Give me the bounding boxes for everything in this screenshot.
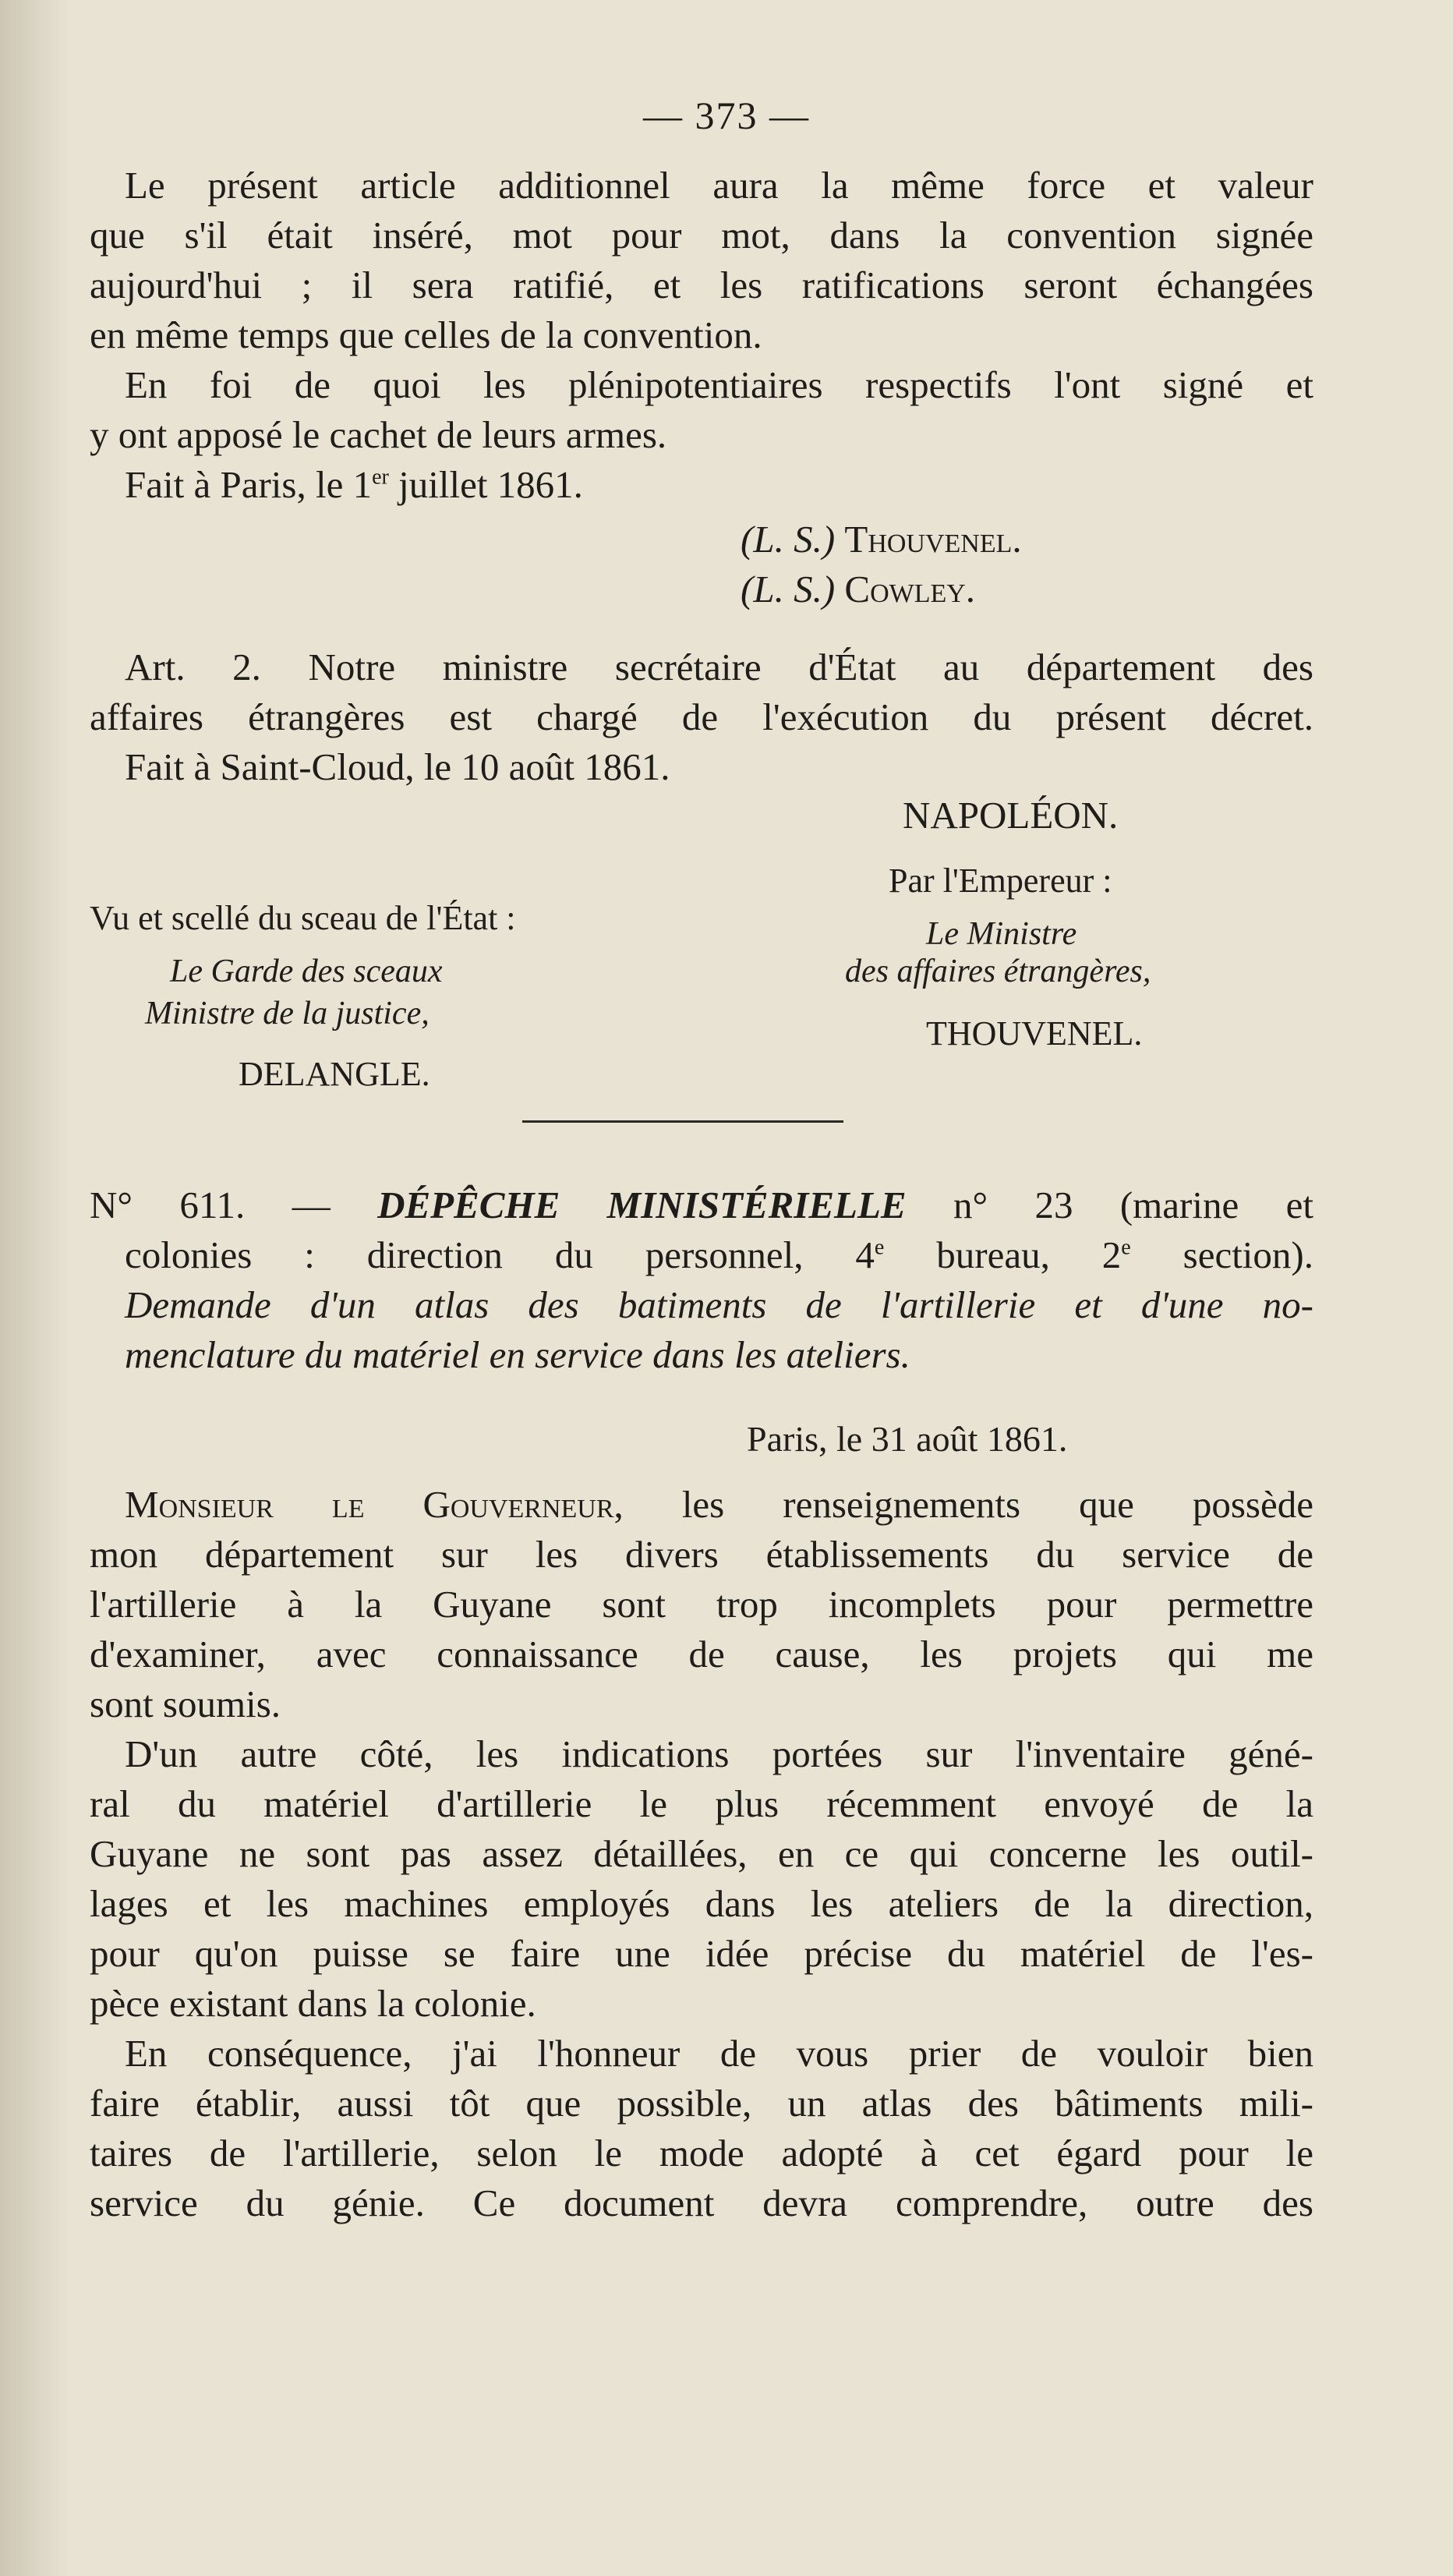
minister-affaires: des affaires étrangères,	[845, 954, 1151, 989]
seal-vu: Vu et scellé du sceau de l'État :	[90, 899, 516, 937]
letter-p3-line-1: En conséquence, j'ai l'honneur de vous prier de vouloir bien	[125, 2032, 1313, 2075]
ministre-justice: Ministre de la justice,	[145, 996, 430, 1031]
article-line-5: En foi de quoi les plénipotentiaires respectifs l'ont signé et	[125, 363, 1313, 406]
letter-p1-line-1: Monsieur le Gouverneur, les renseignements que possède	[125, 1483, 1313, 1526]
letter-p2-line-5: pour qu'on puisse se faire une idée précise du matériel de l'es-	[90, 1932, 1313, 1975]
article-line-1: Le présent article additionnel aura la même force et valeur	[125, 164, 1313, 207]
garde-des-sceaux: Le Garde des sceaux	[170, 954, 443, 989]
letter-p3-line-2: faire établir, aussi tôt que possible, un atlas des bâtiments mili-	[90, 2082, 1313, 2125]
seal-name: DELANGLE.	[239, 1055, 430, 1093]
art2-line-1: Art. 2. Notre ministre secrétaire d'État au département des	[125, 646, 1313, 688]
par-empereur: Par l'Empereur :	[889, 862, 1112, 900]
letter-date: Paris, le 31 août 1861.	[747, 1419, 1068, 1459]
depeche-heading: N° 611. — DÉPÊCHE MINISTÉRIELLE n° 23 (marine et	[90, 1184, 1313, 1226]
article-line-4: en même temps que celles de la convention.	[90, 313, 762, 356]
depeche-subject-1: Demande d'un atlas des batiments de l'artillerie et d'une no-	[125, 1283, 1313, 1326]
letter-p2-line-3: Guyane ne sont pas assez détaillées, en ce qui concerne les outil-	[90, 1832, 1313, 1875]
article-line-6: y ont apposé le cachet de leurs armes.	[90, 413, 667, 456]
letter-p2-line-1: D'un autre côté, les indications portées sur l'inventaire géné-	[125, 1732, 1313, 1775]
letter-p1-line-5: sont soumis.	[90, 1683, 281, 1725]
article-line-3: aujourd'hui ; il sera ratifié, et les ratifications seront échangées	[90, 264, 1313, 306]
minister-title: Le Ministre	[926, 916, 1077, 952]
letter-p3-line-4: service du génie. Ce document devra comprendre, outre des	[90, 2181, 1313, 2224]
page-number: — 373 —	[643, 94, 810, 137]
emperor-signature: NAPOLÉON.	[903, 794, 1119, 837]
letter-p1-line-2: mon département sur les divers établissements du service de	[90, 1533, 1313, 1576]
letter-p2-line-6: pèce existant dans la colonie.	[90, 1982, 536, 2025]
letter-p2-line-2: ral du matériel d'artillerie le plus récemment envoyé de la	[90, 1782, 1313, 1825]
depeche-subject-2: menclature du matériel en service dans les ateliers.	[125, 1333, 910, 1376]
letter-p2-line-4: lages et les machines employés dans les ateliers de la direction,	[90, 1882, 1313, 1925]
letter-p1-line-4: d'examiner, avec connaissance de cause, les projets qui me	[90, 1633, 1313, 1675]
section-divider	[522, 1120, 843, 1123]
art2-done-at: Fait à Saint-Cloud, le 10 août 1861.	[125, 745, 670, 788]
minister-name: THOUVENEL.	[926, 1014, 1143, 1053]
art2-line-2: affaires étrangères est chargé de l'exécution du présent décret.	[90, 695, 1313, 738]
binding-shadow	[0, 0, 70, 2576]
article-line-2: que s'il était inséré, mot pour mot, dans la convention signée	[90, 214, 1313, 257]
article-done-at: Fait à Paris, le 1er juillet 1861.	[125, 463, 583, 506]
depeche-line-2: colonies : direction du personnel, 4e bureau, 2e section).	[125, 1233, 1313, 1276]
signature-cowley: (L. S.) Cowley.	[741, 568, 976, 610]
letter-p1-line-3: l'artillerie à la Guyane sont trop incomplets pour permettre	[90, 1583, 1313, 1626]
signature-thouvenel: (L. S.) Thouvenel.	[741, 518, 1022, 561]
letter-p3-line-3: taires de l'artillerie, selon le mode adopté à cet égard pour le	[90, 2132, 1313, 2174]
